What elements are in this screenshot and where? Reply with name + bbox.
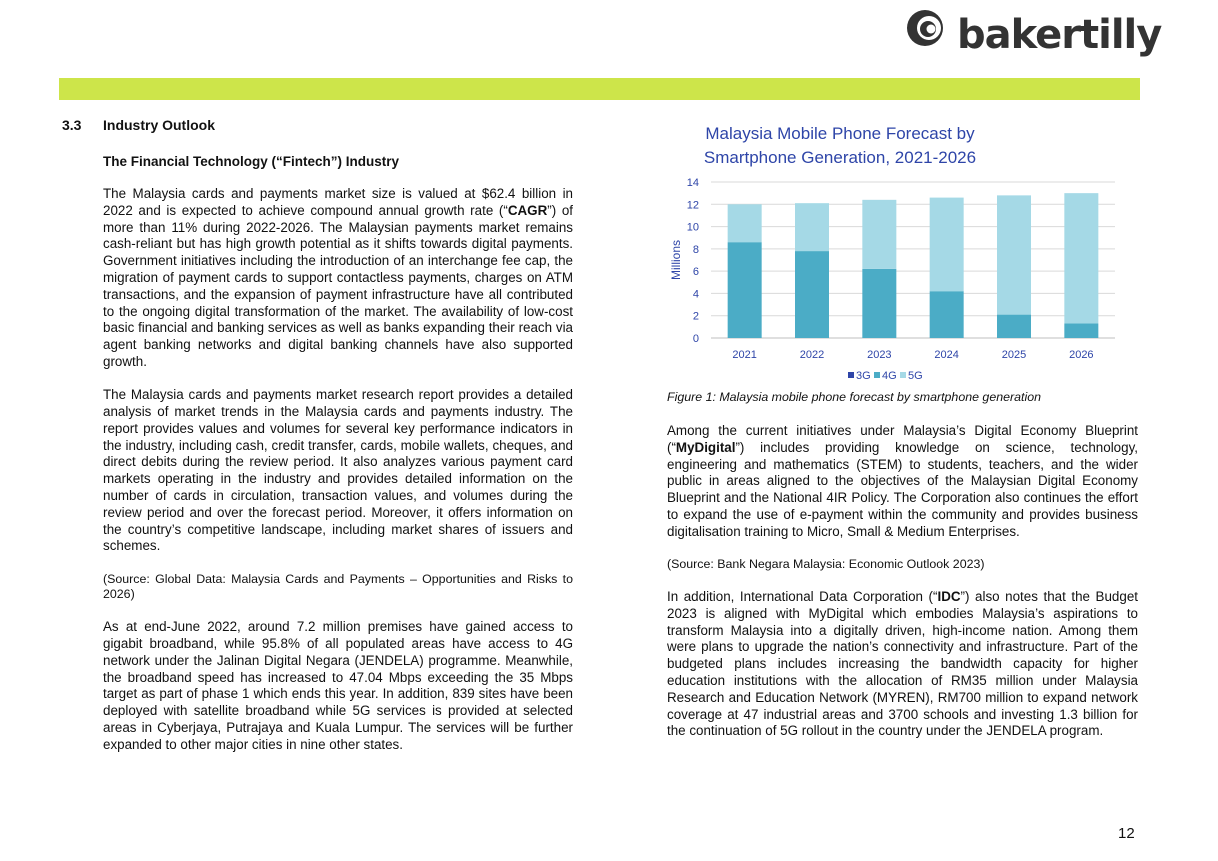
paragraph-text: In addition, International Data Corporation (“	[667, 589, 938, 605]
legend-label-5g: 5G	[908, 370, 923, 382]
paragraph	[667, 423, 1138, 541]
bar-segment-5g	[997, 195, 1031, 314]
source-note: (Source: Global Data: Malaysia Cards and Payments – Opportunities and Risks to 2026)	[103, 571, 573, 602]
subheading: The Financial Technology (“Fintech”) Industry	[103, 154, 400, 169]
chart-svg	[663, 118, 1123, 390]
x-tick-label: 2024	[934, 349, 959, 361]
bar-segment-4g	[930, 291, 964, 338]
right-column	[667, 423, 1138, 757]
x-tick-label: 2021	[732, 349, 757, 361]
bar-segment-4g	[862, 269, 896, 338]
y-axis-label: Millions	[669, 239, 683, 281]
paragraph-text: ”) of more than 11% during 2022-2026. The Malaysian payments market remains cash-reliant but has high growth potential as it shifts towards digital payments. Government initiatives including the introduction of an interchange fee cap, the migration of payment cards to support contactless payments, charges on ATM transactions, and the expansion of payment infrastructure have all contributed to the ongoing digital transformation of the market. The availability of low-cost basic financial and banking services as well as banks expanding their reach via agent banking networks and digital banking channels have also supported growth.	[103, 202, 573, 369]
defined-term: CAGR	[507, 202, 548, 218]
legend-label-3g: 3G	[856, 370, 871, 382]
y-tick-label: 6	[692, 266, 699, 279]
legend-label-4g: 4G	[882, 370, 897, 382]
paragraph	[667, 589, 1138, 740]
x-tick-label: 2026	[1069, 349, 1094, 361]
y-tick-label: 10	[686, 221, 699, 234]
y-tick-label: 0	[692, 333, 699, 345]
paragraph-text: The Malaysia cards and payments market size is valued at $62.4 billion in 2022 and is expected to achieve compound annual growth rate (“	[103, 186, 573, 218]
bar-segment-5g	[1064, 193, 1098, 323]
section-heading	[62, 117, 215, 133]
legend-swatch-3g	[848, 372, 854, 378]
section-title: Industry Outlook	[103, 117, 215, 133]
x-tick-label: 2023	[867, 349, 892, 361]
y-tick-label: 12	[686, 199, 699, 212]
bar-segment-5g	[862, 200, 896, 269]
defined-term: MyDigital	[675, 439, 736, 455]
y-tick-label: 2	[692, 310, 699, 323]
bar-segment-4g	[728, 242, 762, 338]
bakertilly-logo	[905, 6, 1162, 70]
brand-name: bakertilly	[957, 12, 1162, 58]
chart-title-line2: Smartphone Generation, 2021-2026	[703, 148, 977, 167]
section-number: 3.3	[62, 117, 82, 133]
legend-swatch-5g	[900, 372, 906, 378]
y-tick-label: 4	[692, 288, 699, 301]
figure-caption: Figure 1: Malaysia mobile phone forecast by smartphone generation	[667, 390, 1041, 404]
y-tick-label: 14	[686, 177, 699, 189]
bar-segment-4g	[997, 315, 1031, 338]
x-tick-label: 2022	[799, 349, 825, 361]
source-note: (Source: Bank Negara Malaysia: Economic Outlook 2023)	[667, 557, 985, 572]
bar-segment-5g	[795, 203, 829, 251]
chart	[663, 118, 1123, 390]
y-tick-label: 8	[692, 243, 699, 256]
paragraph: The Malaysia cards and payments market research report provides a detailed analysis of market trends in the Malaysia cards and payments industry. The report provides values and volumes for several key performance indicators in the industry, including cash, credit transfer, cards, mobile wallets, cheques, and direct debits during the review period. It also analyzes various payment card markets operating in the industry and provides detailed information on the number of cards in circulation, transaction values, and volumes during the review period and over the forecast period. Moreover, it offers information on the country’s competitive landscape, including market shares of issuers and schemes.	[103, 387, 573, 554]
defined-term: IDC	[937, 589, 961, 605]
paragraph-text: ”) includes providing knowledge on science, technology, engineering and mathematics (STEM) to students, teachers, and the wider public in areas aligned to the objectives of the Malaysian Digital Economy Blueprint and the National 4IR Policy. The Corporation also continues the effort to expand the use of e-payment within the community and provides business digitalisation training to Micro, Small & Medium Enterprises.	[667, 439, 1138, 539]
legend-swatch-4g	[874, 372, 880, 378]
bakertilly-swirl-icon	[905, 8, 949, 52]
chart-title-line1: Malaysia Mobile Phone Forecast by	[705, 124, 975, 143]
bar-segment-5g	[728, 204, 762, 242]
left-column	[103, 186, 573, 770]
paragraph-text: ”) also notes that the Budget 2023 is aligned with MyDigital which embodies Malaysia’s aspirations to transform Malaysia into a digitally driven, high-income nation. Among them were plans to upgrade the nation’s connectivity and infrastructure. Part of the budgeted plans includes increasing the bandwidth capacity for higher education institutions with the allocation of RM35 million under Malaysia Research and Education Network (MYREN), RM700 million to expand network coverage at 47 industrial areas and 3700 schools and investing 1.3 billion for the continuation of 5G rollout in the country under the JENDELA program.	[667, 589, 1138, 739]
bar-segment-4g	[795, 251, 829, 338]
paragraph: As at end-June 2022, around 7.2 million premises have gained access to gigabit broadband, while 95.8% of all populated areas have access to 4G network under the Jalinan Digital Negara (JENDELA) programme. Meanwhile, the broadband speed has increased to 47.04 Mbps exceeding the 35 Mbps target as part of phase 1 which ends this year. In addition, 839 sites have been deployed with satellite broadband while 5G services is provided at selected areas in Cyberjaya, Putrajaya and Kuala Lumpur. The services will be further expanded to other major cities in nine other states.	[103, 619, 573, 752]
header-accent-bar	[59, 78, 1140, 100]
page-number: 12	[1118, 825, 1135, 842]
bar-segment-5g	[930, 198, 964, 292]
paragraph	[103, 186, 573, 371]
x-tick-label: 2025	[1001, 349, 1027, 361]
bar-segment-4g	[1064, 324, 1098, 338]
paragraph-text: Among the current initiatives under Malaysia’s Digital Economy Blueprint (“	[667, 423, 1138, 455]
